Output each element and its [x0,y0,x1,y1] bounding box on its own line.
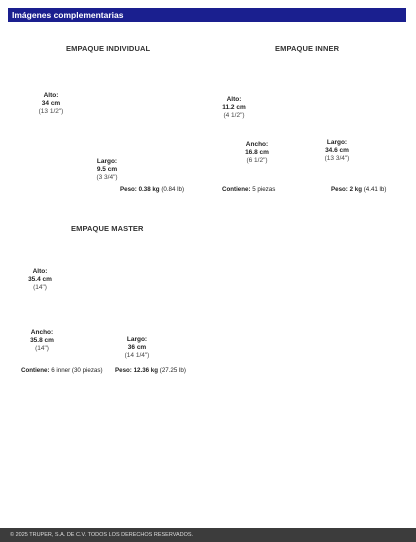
dim-alt: (6 1/2") [246,157,268,164]
individual-height [28,92,74,116]
dim-label: Largo: [96,158,118,165]
contents-label: Contiene: [21,367,50,374]
weight-alt: (4.41 lb) [363,186,387,193]
master-height [21,268,59,292]
dim-label: Ancho: [245,141,269,148]
dim-value: 9.5 cm [96,166,118,173]
dim-label: Largo: [326,139,348,146]
master-length [114,336,160,360]
dim-label: Alto: [226,96,242,103]
dim-label: Ancho: [30,329,54,336]
weight-alt: (0.84 lb) [161,186,185,193]
contents-value: 6 inner (30 piezas) [51,367,103,374]
section-header: Imágenes complementarias [8,8,406,22]
dim-value: 11.2 cm [222,104,246,111]
master-width [20,329,64,353]
dim-alt: (4 1/2") [223,112,245,119]
dim-alt: (14") [33,284,47,291]
weight-value: 2 kg [349,186,362,193]
individual-length [84,158,130,182]
dim-label: Largo: [126,336,148,343]
individual-title: EMPAQUE INDIVIDUAL [66,44,151,53]
master-contents [21,367,103,374]
dim-alt: (14") [35,345,49,352]
individual-weight [120,186,184,193]
dim-value: 35.8 cm [30,337,54,344]
inner-width [234,141,280,165]
master-title: EMPAQUE MASTER [71,224,144,233]
contents-label: Contiene: [222,186,251,193]
inner-height [215,96,253,120]
inner-length [314,139,360,163]
dim-alt: (13 3/4") [324,155,350,162]
master-weight [115,367,186,374]
contents-value: 5 piezas [252,186,276,193]
inner-title: EMPAQUE INNER [275,44,340,53]
inner-contents [222,186,275,193]
dim-value: 16.8 cm [245,149,269,156]
dim-label: Alto: [43,92,59,99]
dim-value: 36 cm [127,344,147,351]
weight-label: Peso: [115,367,132,374]
dim-value: 34.6 cm [325,147,349,154]
inner-weight [331,186,386,193]
dim-value: 35.4 cm [28,276,52,283]
dim-label: Alto: [32,268,48,275]
weight-value: 0.38 kg [138,186,160,193]
dim-alt: (14 1/4") [124,352,150,359]
weight-label: Peso: [120,186,137,193]
weight-value: 12.36 kg [133,367,159,374]
dim-alt: (3 3/4") [96,174,118,181]
copyright-footer: © 2025 TRUPER, S.A. DE C.V. TODOS LOS DERECHOS RESERVADOS. [0,528,416,542]
dim-alt: (13 1/2") [38,108,64,115]
dim-value: 34 cm [41,100,61,107]
weight-label: Peso: [331,186,348,193]
weight-alt: (27.25 lb) [159,367,186,374]
